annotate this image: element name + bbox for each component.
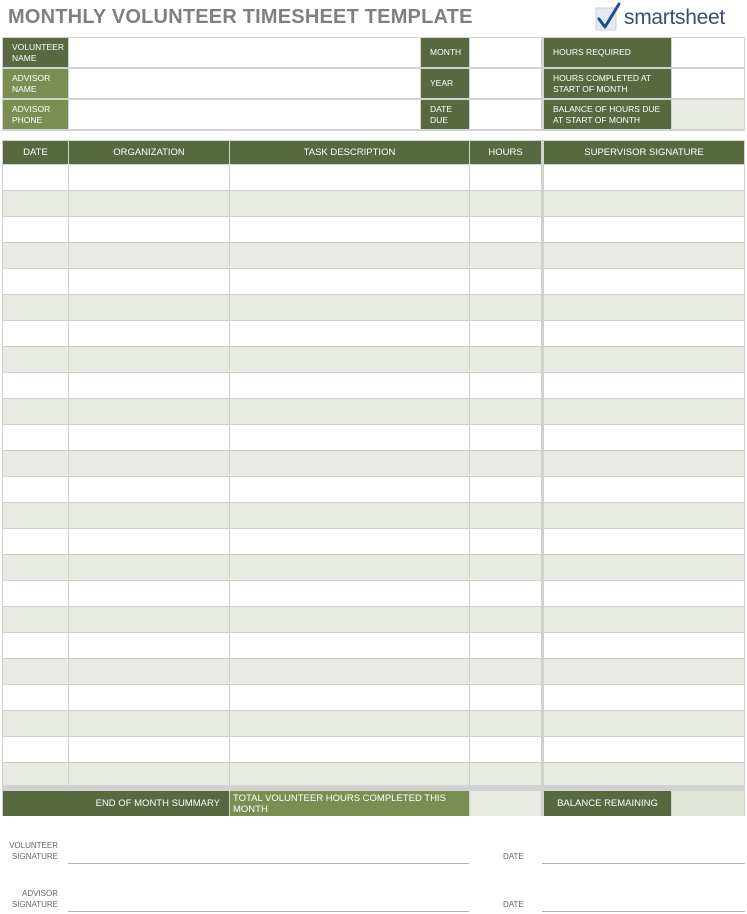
cell-hours[interactable] xyxy=(470,269,541,294)
table-row xyxy=(2,217,745,243)
cell-date[interactable] xyxy=(3,477,68,502)
cell-organization[interactable] xyxy=(69,321,229,346)
cell-supervisor-signature[interactable] xyxy=(544,269,744,294)
table-row xyxy=(2,555,745,581)
cell-supervisor-signature[interactable] xyxy=(544,191,744,216)
cell-supervisor-signature[interactable] xyxy=(544,451,744,476)
table-row xyxy=(2,347,745,373)
column-header-organization: ORGANIZATION xyxy=(69,141,229,164)
cell-hours[interactable] xyxy=(470,529,541,554)
cell-organization[interactable] xyxy=(69,191,229,216)
cell-organization[interactable] xyxy=(69,217,229,242)
advisor-phone-label: ADVISOR PHONE xyxy=(3,100,68,129)
cell-hours[interactable] xyxy=(470,685,541,710)
cell-date[interactable] xyxy=(3,529,68,554)
table-row xyxy=(2,477,745,503)
table-row xyxy=(2,321,745,347)
cell-organization[interactable] xyxy=(69,633,229,658)
cell-task-description[interactable] xyxy=(230,711,469,736)
cell-task-description[interactable] xyxy=(230,581,469,606)
advisor-phone-field[interactable] xyxy=(69,100,420,129)
advisor-date-label: DATE xyxy=(503,900,524,909)
table-row xyxy=(2,269,745,295)
cell-hours[interactable] xyxy=(470,659,541,684)
advisor-date-line[interactable] xyxy=(542,911,745,912)
cell-task-description[interactable] xyxy=(230,347,469,372)
cell-hours[interactable] xyxy=(470,191,541,216)
cell-organization[interactable] xyxy=(69,425,229,450)
cell-task-description[interactable] xyxy=(230,737,469,762)
cell-supervisor-signature[interactable] xyxy=(544,399,744,424)
cell-organization[interactable] xyxy=(69,165,229,190)
cell-date[interactable] xyxy=(3,165,68,190)
cell-supervisor-signature[interactable] xyxy=(544,659,744,684)
table-row xyxy=(2,243,745,269)
column-header-hours: HOURS xyxy=(470,141,541,164)
cell-supervisor-signature[interactable] xyxy=(544,555,744,580)
cell-hours[interactable] xyxy=(470,555,541,580)
cell-organization[interactable] xyxy=(69,737,229,762)
cell-hours[interactable] xyxy=(470,243,541,268)
cell-date[interactable] xyxy=(3,555,68,580)
cell-date[interactable] xyxy=(3,425,68,450)
cell-date[interactable] xyxy=(3,347,68,372)
cell-hours[interactable] xyxy=(470,451,541,476)
year-field[interactable] xyxy=(470,69,541,98)
cell-organization[interactable] xyxy=(69,711,229,736)
total-hours-field[interactable] xyxy=(470,791,541,816)
cell-organization[interactable] xyxy=(69,581,229,606)
volunteer-signature-label: VOLUNTEER SIGNATURE xyxy=(9,841,58,861)
cell-organization[interactable] xyxy=(69,269,229,294)
date-due-label: DATE DUE xyxy=(421,100,469,129)
table-row xyxy=(2,659,745,685)
cell-organization[interactable] xyxy=(69,659,229,684)
cell-supervisor-signature[interactable] xyxy=(544,217,744,242)
cell-supervisor-signature[interactable] xyxy=(544,503,744,528)
cell-task-description[interactable] xyxy=(230,269,469,294)
cell-hours[interactable] xyxy=(470,581,541,606)
cell-organization[interactable] xyxy=(69,607,229,632)
table-row xyxy=(2,581,745,607)
cell-hours[interactable] xyxy=(470,321,541,346)
cell-date[interactable] xyxy=(3,633,68,658)
cell-task-description[interactable] xyxy=(230,243,469,268)
cell-hours[interactable] xyxy=(470,165,541,190)
table-row xyxy=(2,685,745,711)
cell-hours[interactable] xyxy=(470,217,541,242)
checkmark-icon xyxy=(594,2,622,34)
table-row xyxy=(2,451,745,477)
cell-task-description[interactable] xyxy=(230,633,469,658)
cell-date[interactable] xyxy=(3,269,68,294)
end-of-month-summary-label: END OF MONTH SUMMARY xyxy=(3,791,229,816)
table-row xyxy=(2,607,745,633)
cell-task-description[interactable] xyxy=(230,165,469,190)
cell-organization[interactable] xyxy=(69,685,229,710)
cell-hours[interactable] xyxy=(470,295,541,320)
cell-hours[interactable] xyxy=(470,477,541,502)
cell-date[interactable] xyxy=(3,321,68,346)
balance-label: BALANCE OF HOURS DUE AT START OF MONTH xyxy=(544,100,671,129)
cell-hours[interactable] xyxy=(470,399,541,424)
table-row xyxy=(2,711,745,737)
volunteer-name-label: VOLUNTEER NAME xyxy=(3,38,68,67)
cell-organization[interactable] xyxy=(69,399,229,424)
logo xyxy=(594,2,725,34)
volunteer-signature-line[interactable] xyxy=(68,863,469,864)
cell-supervisor-signature[interactable] xyxy=(544,477,744,502)
total-hours-label: TOTAL VOLUNTEER HOURS COMPLETED THIS MONTH xyxy=(230,791,469,816)
logo-text: smartsheet xyxy=(624,6,725,29)
cell-date[interactable] xyxy=(3,685,68,710)
cell-date[interactable] xyxy=(3,243,68,268)
cell-date[interactable] xyxy=(3,451,68,476)
cell-supervisor-signature[interactable] xyxy=(544,685,744,710)
table-row xyxy=(2,529,745,555)
cell-task-description[interactable] xyxy=(230,607,469,632)
cell-date[interactable] xyxy=(3,711,68,736)
cell-hours[interactable] xyxy=(470,607,541,632)
advisor-signature-line[interactable] xyxy=(68,911,469,912)
advisor-name-label: ADVISOR NAME xyxy=(3,69,68,98)
cell-hours[interactable] xyxy=(470,503,541,528)
cell-organization[interactable] xyxy=(69,347,229,372)
hours-completed-label: HOURS COMPLETED AT START OF MONTH xyxy=(544,69,671,98)
cell-task-description[interactable] xyxy=(230,425,469,450)
volunteer-date-line[interactable] xyxy=(542,863,745,864)
volunteer-date-label: DATE xyxy=(503,852,524,861)
cell-supervisor-signature[interactable] xyxy=(544,373,744,398)
advisor-signature-label: ADVISOR SIGNATURE xyxy=(11,889,58,909)
hours-completed-field[interactable] xyxy=(672,69,744,98)
summary-bar xyxy=(2,785,745,816)
cell-task-description[interactable] xyxy=(230,529,469,554)
cell-date[interactable] xyxy=(3,217,68,242)
cell-task-description[interactable] xyxy=(230,555,469,580)
cell-organization[interactable] xyxy=(69,451,229,476)
cell-supervisor-signature[interactable] xyxy=(544,737,744,762)
cell-supervisor-signature[interactable] xyxy=(544,581,744,606)
balance-field xyxy=(672,100,744,129)
cell-task-description[interactable] xyxy=(230,451,469,476)
cell-hours[interactable] xyxy=(470,373,541,398)
cell-hours[interactable] xyxy=(470,737,541,762)
table-row xyxy=(2,191,745,217)
cell-hours[interactable] xyxy=(470,711,541,736)
cell-supervisor-signature[interactable] xyxy=(544,321,744,346)
hours-required-field[interactable] xyxy=(672,38,744,67)
cell-organization[interactable] xyxy=(69,373,229,398)
page-title: MONTHLY VOLUNTEER TIMESHEET TEMPLATE xyxy=(8,6,473,28)
year-label: YEAR xyxy=(421,69,469,98)
cell-organization[interactable] xyxy=(69,477,229,502)
cell-task-description[interactable] xyxy=(230,659,469,684)
cell-organization[interactable] xyxy=(69,243,229,268)
table-row xyxy=(2,503,745,529)
table-row xyxy=(2,295,745,321)
table-row xyxy=(2,373,745,399)
cell-date[interactable] xyxy=(3,737,68,762)
cell-date[interactable] xyxy=(3,399,68,424)
cell-supervisor-signature[interactable] xyxy=(544,243,744,268)
month-field[interactable] xyxy=(470,38,541,67)
cell-date[interactable] xyxy=(3,373,68,398)
cell-task-description[interactable] xyxy=(230,373,469,398)
cell-date[interactable] xyxy=(3,191,68,216)
cell-organization[interactable] xyxy=(69,295,229,320)
cell-hours[interactable] xyxy=(470,347,541,372)
table-row xyxy=(2,399,745,425)
balance-remaining-field[interactable] xyxy=(672,791,744,816)
cell-organization[interactable] xyxy=(69,503,229,528)
cell-task-description[interactable] xyxy=(230,685,469,710)
cell-supervisor-signature[interactable] xyxy=(544,295,744,320)
cell-organization[interactable] xyxy=(69,555,229,580)
table-row xyxy=(2,425,745,451)
cell-task-description[interactable] xyxy=(230,321,469,346)
cell-task-description[interactable] xyxy=(230,503,469,528)
cell-task-description[interactable] xyxy=(230,477,469,502)
cell-supervisor-signature[interactable] xyxy=(544,607,744,632)
cell-supervisor-signature[interactable] xyxy=(544,425,744,450)
cell-hours[interactable] xyxy=(470,633,541,658)
info-section xyxy=(2,37,745,131)
cell-supervisor-signature[interactable] xyxy=(544,347,744,372)
table-header xyxy=(2,140,745,165)
balance-remaining-label: BALANCE REMAINING xyxy=(544,791,671,816)
column-header-date: DATE xyxy=(3,141,68,164)
date-due-field[interactable] xyxy=(470,100,541,129)
cell-task-description[interactable] xyxy=(230,295,469,320)
column-header-task-description: TASK DESCRIPTION xyxy=(230,141,469,164)
table-row xyxy=(2,165,745,191)
cell-date[interactable] xyxy=(3,503,68,528)
cell-date[interactable] xyxy=(3,581,68,606)
cell-date[interactable] xyxy=(3,607,68,632)
cell-task-description[interactable] xyxy=(230,399,469,424)
column-header-supervisor-signature: SUPERVISOR SIGNATURE xyxy=(544,141,744,164)
month-label: MONTH xyxy=(421,38,469,67)
cell-supervisor-signature[interactable] xyxy=(544,711,744,736)
cell-supervisor-signature[interactable] xyxy=(544,633,744,658)
advisor-name-field[interactable] xyxy=(69,69,420,98)
hours-required-label: HOURS REQUIRED xyxy=(544,38,671,67)
volunteer-name-field[interactable] xyxy=(69,38,420,67)
table-row xyxy=(2,633,745,659)
cell-date[interactable] xyxy=(3,659,68,684)
cell-supervisor-signature[interactable] xyxy=(544,165,744,190)
cell-task-description[interactable] xyxy=(230,191,469,216)
cell-hours[interactable] xyxy=(470,425,541,450)
cell-supervisor-signature[interactable] xyxy=(544,529,744,554)
cell-task-description[interactable] xyxy=(230,217,469,242)
cell-date[interactable] xyxy=(3,295,68,320)
cell-organization[interactable] xyxy=(69,529,229,554)
table-row xyxy=(2,737,745,763)
